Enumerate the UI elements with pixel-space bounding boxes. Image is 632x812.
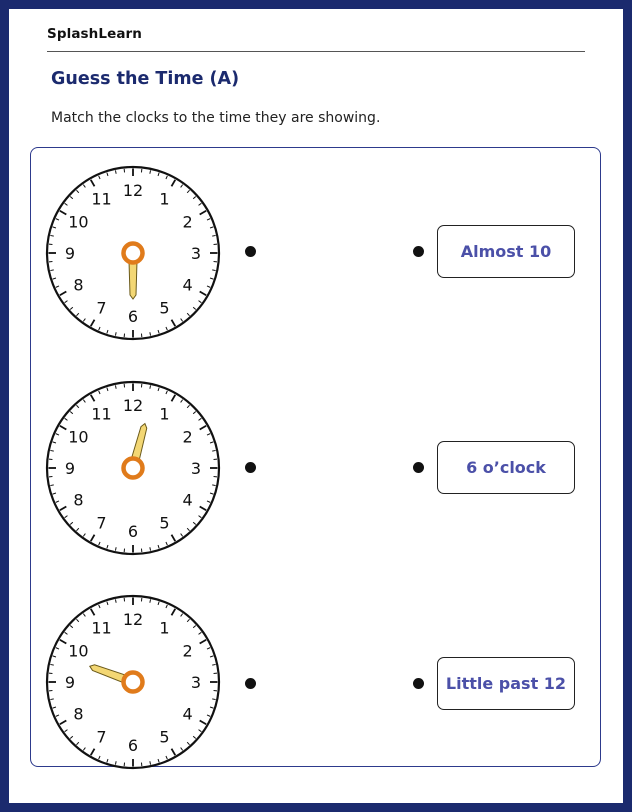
minute-tick [115, 599, 116, 602]
clock-number: 10 [68, 641, 89, 661]
minute-tick [150, 547, 151, 550]
clock-number: 8 [73, 275, 84, 295]
clock-number: 6 [127, 307, 139, 326]
header-divider [47, 51, 585, 52]
clock-number: 6 [127, 522, 139, 541]
minute-tick [150, 761, 151, 764]
clock-number: 7 [96, 298, 107, 318]
clock-number: 8 [73, 704, 84, 724]
clock-2 [44, 379, 222, 557]
minute-tick [115, 547, 116, 550]
minute-tick [115, 332, 116, 335]
clock-face-svg [44, 379, 222, 557]
page-title: Guess the Time (A) [51, 69, 240, 89]
clock-number: 6 [127, 736, 139, 755]
clock-number: 4 [182, 490, 193, 510]
minute-tick [115, 761, 116, 764]
clock-1-match-dot[interactable] [245, 246, 256, 257]
clock-number: 12 [122, 181, 144, 200]
minute-tick [50, 450, 53, 451]
clock-number: 2 [182, 212, 193, 232]
minute-tick [212, 664, 215, 665]
minute-tick [212, 270, 215, 271]
clock-number: 12 [122, 610, 144, 629]
clock-number: 1 [159, 618, 170, 638]
answer-label-2: 6 o’clock [466, 458, 546, 477]
instructions: Match the clocks to the time they are showing. [51, 110, 381, 126]
answer-label-3: Little past 12 [445, 674, 567, 693]
clock-number: 3 [190, 673, 202, 692]
minute-tick [150, 332, 151, 335]
clock-number: 3 [190, 459, 202, 478]
clock-center-hub [124, 673, 143, 692]
minute-tick [115, 170, 116, 173]
clock-number: 1 [159, 189, 170, 209]
clock-number: 7 [96, 727, 107, 747]
answer-box-3 [437, 657, 575, 710]
clock-2-match-dot[interactable] [245, 462, 256, 473]
clock-center-hub [124, 459, 143, 478]
answer-1-match-dot[interactable] [413, 246, 424, 257]
hour-hand [129, 261, 137, 299]
minute-tick [150, 385, 151, 388]
minute-tick [212, 699, 215, 700]
clock-number: 9 [64, 673, 76, 692]
clock-number: 10 [68, 212, 89, 232]
minute-tick [50, 664, 53, 665]
answer-2-match-dot[interactable] [413, 462, 424, 473]
clock-number: 2 [182, 641, 193, 661]
clock-number: 9 [64, 244, 76, 263]
minute-tick [50, 485, 53, 486]
clock-face-svg [44, 593, 222, 771]
brand-logo: SplashLearn [47, 26, 143, 42]
clock-number: 2 [182, 427, 193, 447]
answer-3-match-dot[interactable] [413, 678, 424, 689]
clock-number: 12 [122, 396, 144, 415]
answer-box-1 [437, 225, 575, 278]
answer-label-1: Almost 10 [460, 242, 552, 261]
clock-3-match-dot[interactable] [245, 678, 256, 689]
clock-number: 11 [91, 189, 112, 209]
clock-number: 5 [159, 298, 170, 318]
clock-number: 4 [182, 704, 193, 724]
clock-1 [44, 164, 222, 342]
minute-tick [150, 599, 151, 602]
clock-number: 11 [91, 404, 112, 424]
clock-number: 11 [91, 618, 112, 638]
answer-box-2 [437, 441, 575, 494]
clock-3 [44, 593, 222, 771]
minute-tick [212, 450, 215, 451]
minute-tick [212, 235, 215, 236]
clock-number: 3 [190, 244, 202, 263]
minute-tick [212, 485, 215, 486]
clock-number: 9 [64, 459, 76, 478]
clock-number: 7 [96, 513, 107, 533]
minute-tick [50, 270, 53, 271]
minute-tick [50, 699, 53, 700]
clock-number: 5 [159, 727, 170, 747]
minute-tick [115, 385, 116, 388]
clock-number: 5 [159, 513, 170, 533]
clock-number: 1 [159, 404, 170, 424]
minute-tick [150, 170, 151, 173]
clock-face-svg [44, 164, 222, 342]
clock-number: 8 [73, 490, 84, 510]
minute-tick [50, 235, 53, 236]
clock-center-hub [124, 244, 143, 263]
clock-number: 10 [68, 427, 89, 447]
clock-number: 4 [182, 275, 193, 295]
